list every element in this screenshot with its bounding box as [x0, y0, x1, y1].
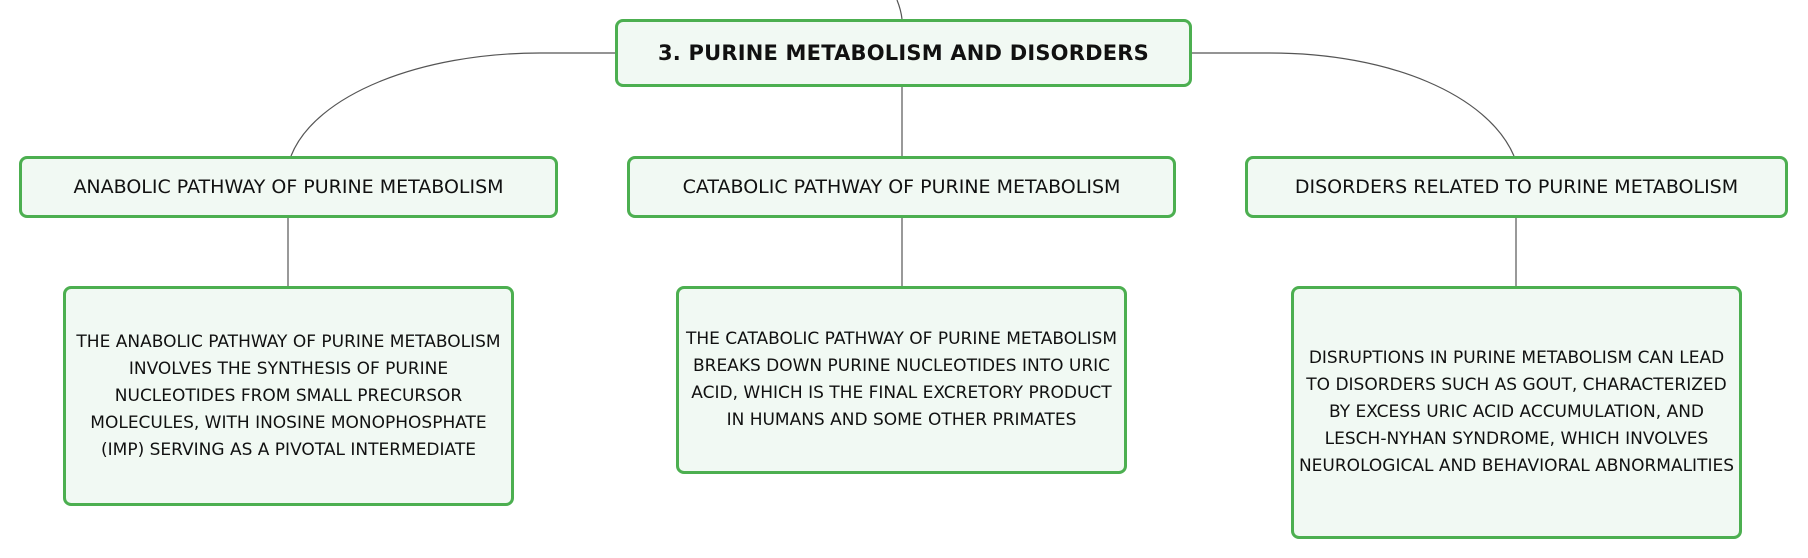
branch-node-anabolic[interactable] — [19, 156, 558, 218]
branch-label-anabolic: ANABOLIC PATHWAY OF PURINE METABOLISM — [73, 176, 504, 198]
detail-node-anabolic[interactable] — [63, 286, 514, 506]
detail-text-catabolic: THE CATABOLIC PATHWAY OF PURINE METABOLISM BREAKS DOWN PURINE NUCLEOTIDES INTO URIC ACID, WHICH IS THE FINAL EXCRETORY PRODUCT IN HUMANS AND SOME OTHER PRIMATES — [685, 329, 1118, 430]
detail-node-catabolic[interactable] — [676, 286, 1127, 474]
root-topic-label: 3. PURINE METABOLISM AND DISORDERS — [658, 41, 1149, 65]
branch-node-catabolic[interactable] — [627, 156, 1176, 218]
detail-node-disorders[interactable] — [1291, 286, 1742, 539]
branch-label-disorders: DISORDERS RELATED TO PURINE METABOLISM — [1294, 176, 1739, 198]
detail-text-anabolic: THE ANABOLIC PATHWAY OF PURINE METABOLISM INVOLVES THE SYNTHESIS OF PURINE NUCLEOTIDES FROM SMALL PRECURSOR MOLECULES, WITH INOSINE MONOPHOSPHATE (IMP) SERVING AS A PIVOTAL INTERMEDIATE — [76, 331, 501, 460]
branch-node-disorders[interactable] — [1245, 156, 1788, 218]
connector-root-to-anabolic — [291, 53, 615, 156]
connector-parent-to-root — [897, 0, 902, 19]
detail-text-disorders: DISRUPTIONS IN PURINE METABOLISM CAN LEAD TO DISORDERS SUCH AS GOUT, CHARACTERIZED BY EXCESS URIC ACID ACCUMULATION, AND LESCH-NYHAN SYNDROME, WHICH INVOLVES NEUROLOGICAL AND BEHAVIORAL ABNORMALITIES — [1298, 348, 1735, 476]
connector-root-to-disorders — [1192, 53, 1514, 156]
branch-label-catabolic: CATABOLIC PATHWAY OF PURINE METABOLISM — [682, 176, 1121, 198]
root-topic-node[interactable] — [615, 19, 1192, 87]
